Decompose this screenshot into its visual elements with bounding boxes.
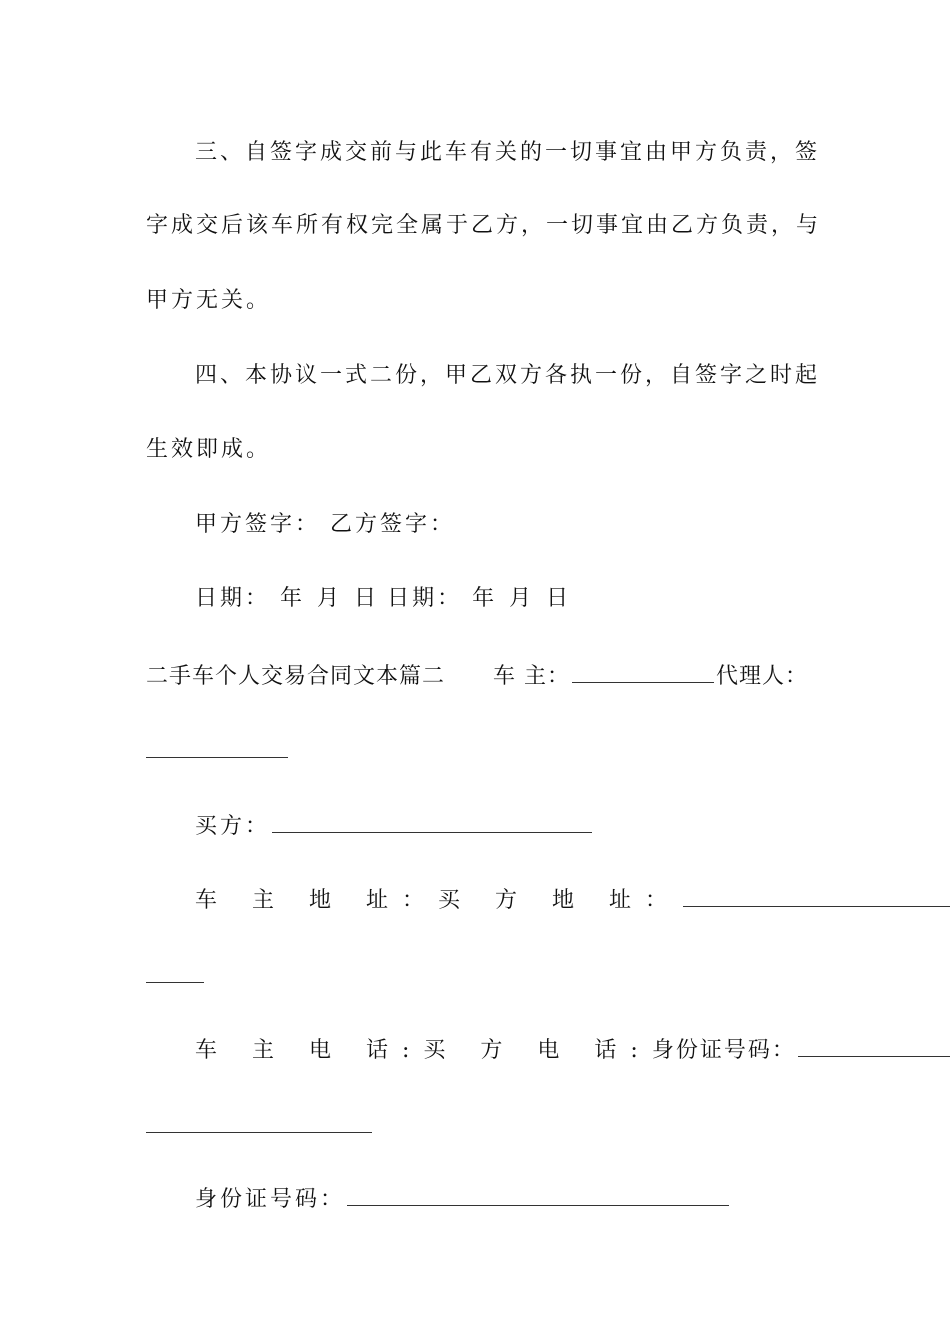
address-blank-continued: [146, 981, 204, 983]
buyer-phone-label: 买 方 电 话:: [423, 1038, 652, 1063]
year-label: 年: [472, 586, 498, 611]
id-number-label-2: 身份证号码：: [195, 1187, 346, 1212]
party-a-signature-label: 甲方签字：: [195, 512, 321, 537]
owner-phone-label: 车 主 电 话:: [195, 1038, 424, 1063]
address-line: [195, 884, 835, 914]
buyer-address-label: 买 方 地 址：: [437, 888, 681, 913]
owner-blank: [572, 660, 714, 683]
party-b-signature-label: 乙方签字：: [330, 512, 456, 537]
section-two-header-line: [146, 660, 836, 690]
day-label: 日: [546, 586, 572, 611]
clause-three-line-2: [146, 211, 826, 241]
id-blank-1: [798, 1034, 950, 1057]
clause-three-line-1: [195, 138, 875, 168]
date-a-label: 日期：: [195, 586, 271, 611]
owner-address-label: 车 主 地 址：: [195, 888, 438, 913]
text-run: 字成交后该车所有权完全属于乙方，一切事宜由乙方负责，与: [146, 213, 822, 238]
address-blank: [683, 884, 950, 907]
date-line: [195, 584, 875, 614]
text-run: 三、自签字成交前与此车有关的一切事宜由甲方负责，签: [195, 140, 821, 165]
signature-line: [195, 510, 875, 540]
text-run: 甲方无关。: [146, 288, 272, 313]
id-number-line-2: [195, 1183, 875, 1213]
id-blank-2: [347, 1183, 729, 1206]
text-run: 四、本协议一式二份，甲乙双方各执一份，自签字之时起: [195, 363, 821, 388]
clause-three-line-3: [146, 286, 826, 316]
id-blank-1-continued: [146, 1131, 372, 1133]
date-b-label: 日期：: [387, 586, 463, 611]
owner-label: 车 主：: [493, 664, 571, 689]
buyer-label: 买方：: [195, 814, 271, 839]
day-label: 日: [354, 586, 380, 611]
phone-line: [195, 1034, 835, 1064]
year-label: 年: [280, 586, 306, 611]
buyer-line: [195, 810, 875, 840]
section-title: 二手车个人交易合同文本篇二: [146, 664, 446, 689]
agent-label: 代理人：: [716, 664, 809, 689]
agent-blank: [146, 756, 288, 758]
clause-four-line-2: [146, 435, 826, 465]
month-label: 月: [509, 586, 535, 611]
text-run: 生效即成。: [146, 437, 272, 462]
id-number-label-1: 身份证号码：: [651, 1038, 796, 1063]
month-label: 月: [317, 586, 343, 611]
clause-four-line-1: [195, 361, 875, 391]
buyer-blank: [272, 810, 592, 833]
